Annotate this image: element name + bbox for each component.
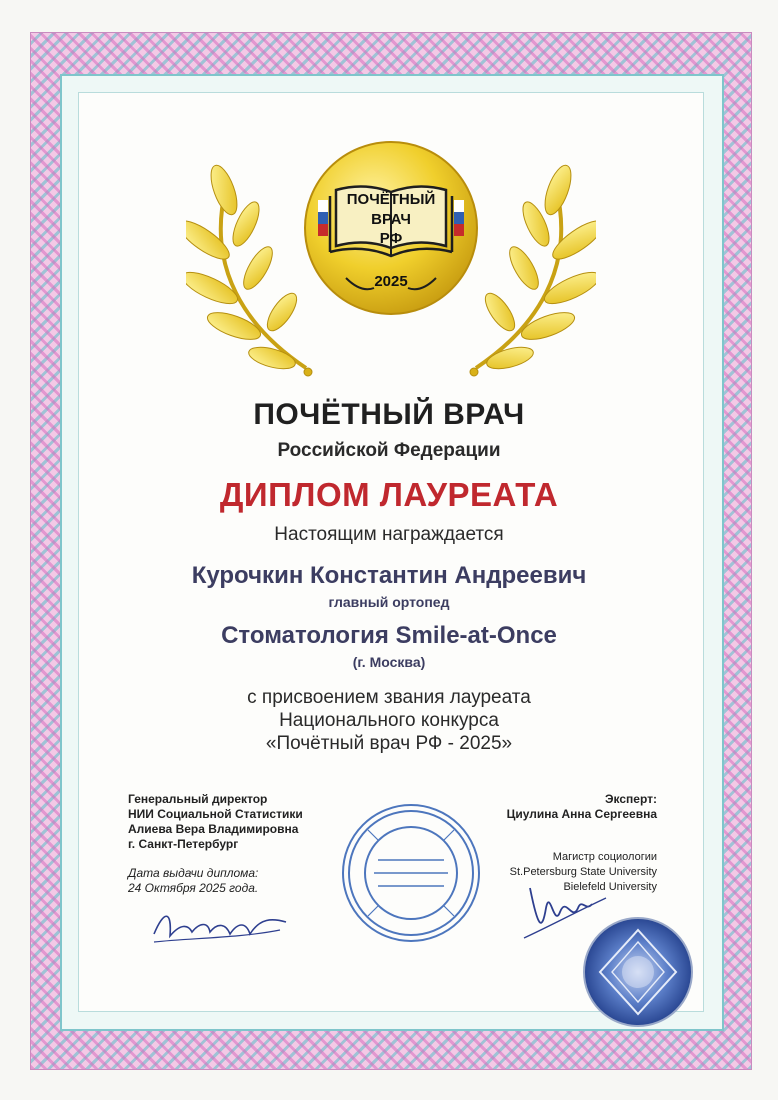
flag-left-icon bbox=[318, 200, 328, 236]
laurel-right-icon bbox=[470, 162, 596, 376]
director-city: г. Санкт-Петербург bbox=[128, 837, 239, 851]
director-name: Алиева Вера Владимировна bbox=[128, 822, 299, 836]
award-rank bbox=[0, 686, 778, 755]
medal-line1: ПОЧЁТНЫЙ bbox=[346, 191, 436, 208]
issue-date: 24 Октября 2025 года. bbox=[128, 881, 259, 895]
medal-emblem bbox=[186, 128, 596, 398]
expert-name: Циулина Анна Сергеевна bbox=[506, 807, 657, 821]
director-role1: Генеральный директор bbox=[128, 792, 268, 806]
expert-university-1: St.Petersburg State University bbox=[509, 866, 657, 878]
expert-label: Эксперт: bbox=[604, 792, 657, 806]
rank-line3: «Почётный врач РФ - 2025» bbox=[265, 733, 513, 754]
director-signature-icon bbox=[150, 900, 290, 950]
laurel-left-icon bbox=[186, 162, 312, 376]
recipient-name: Курочкин Константин Андреевич bbox=[191, 562, 587, 589]
medal-line3: РФ bbox=[379, 230, 403, 247]
awarded-text: Настоящим награждается bbox=[274, 524, 504, 545]
organization-name: Стоматология Smile-at-Once bbox=[221, 622, 557, 649]
expert-university-2: Bielefeld University bbox=[563, 881, 657, 893]
director-block bbox=[128, 792, 358, 896]
recipient-position: главный ортопед bbox=[328, 594, 450, 610]
hologram-sticker-icon bbox=[582, 916, 694, 1028]
diploma-title: ПОЧЁТНЫЙ ВРАЧ bbox=[253, 398, 525, 431]
rank-line1: с присвоением звания лауреата bbox=[247, 687, 531, 708]
rank-line2: Национального конкурса bbox=[279, 710, 499, 731]
expert-degree: Магистр социологии bbox=[552, 851, 657, 863]
organization-city: (г. Москва) bbox=[352, 654, 426, 670]
director-role2: НИИ Социальной Статистики bbox=[128, 807, 303, 821]
diploma-subtitle: Российской Федерации bbox=[277, 440, 501, 461]
diploma-heading: ДИПЛОМ ЛАУРЕАТА bbox=[219, 476, 559, 513]
stamp-seal-icon bbox=[338, 800, 484, 946]
medal-line2: ВРАЧ bbox=[371, 211, 411, 228]
issue-date-label: Дата выдачи диплома: bbox=[128, 866, 259, 880]
flag-right-icon bbox=[454, 200, 464, 236]
medal-year: 2025 bbox=[374, 273, 408, 290]
